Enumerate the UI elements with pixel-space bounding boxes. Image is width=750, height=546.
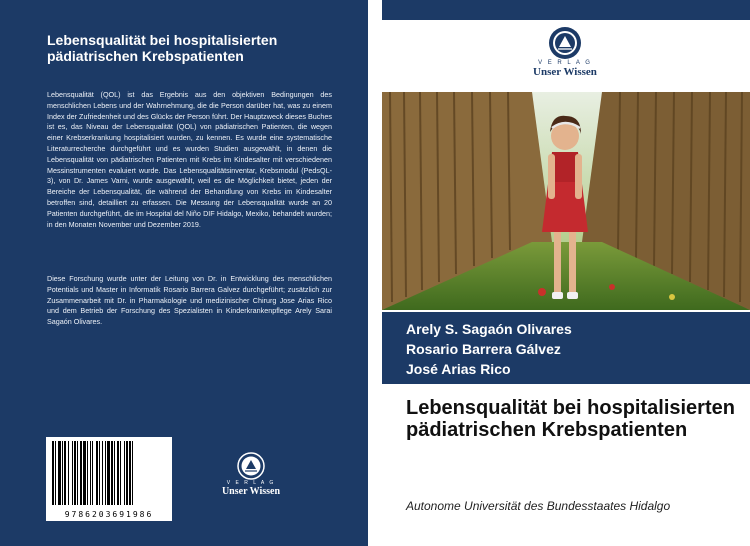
publisher-verlag-label: V E R L A G	[226, 480, 276, 486]
spine	[368, 0, 382, 546]
isbn-barcode	[46, 437, 172, 521]
barcode-bars-icon	[46, 437, 172, 509]
isbn-number: 9786203691986	[64, 510, 154, 519]
front-subtitle: Autonome Universität des Bundesstaates Hidalgo	[406, 499, 671, 513]
back-title: Lebensqualität bei hospitalisierten pädiatrischen Krebspatienten	[47, 32, 278, 64]
publisher-logo-front	[515, 26, 615, 78]
publisher-seal-icon	[237, 452, 265, 480]
publisher-logo-back	[213, 452, 289, 497]
publisher-seal-icon	[548, 26, 582, 60]
back-cover	[0, 0, 368, 546]
author-name: Rosario Barrera Gálvez	[406, 341, 561, 357]
author-name: Arely S. Sagaón Olivares	[406, 321, 572, 337]
back-abstract: Lebensqualität (QOL) ist das Ergebnis aus den objektiven Bedingungen des menschlichen Lebens und der Wahrnehmung, die die Person darüber hat, was zu einem Index der Zufriedenheit und des Glücks der Person führt. Der Hauptzweck dieses Buches ist es, das Niveau der Lebensqualität (QOL) von pädiatrischen Patienten, die wegen einer Krebserkrankung hospitalisiert wurden, zu kennen. Es wurde eine systematische Literaturrecherche durchgeführt und es wurden Studien ausgewählt, in denen die Lebensqualität von pädiatrischen Patienten mit Krebs im Kindesalter mit verschiedenen Messinstrumenten evaluiert wurde. Das Lebensqualitätsinventar, Krebsmodul (PedsQL-3), von Dr. James Varni, wurde ausgewählt, weil es die Möglichkeit bietet, jeden der Bereiche der Lebensqualität, die während der Behandlung von Krebs im Kindesalter betroffen sind, detailliert zu erfassen. Die Messung der Lebensqualität wurde an 20 Patienten durchgeführt, die im Hospital del Niño DIF Hidalgo, Mexiko, behandelt wurden; in den Monaten November und Dezember 2019.	[47, 90, 332, 229]
publisher-brand-name: Unser Wissen	[221, 486, 281, 497]
author-name: José Arias Rico	[406, 361, 511, 377]
cover-photo	[382, 92, 750, 310]
girl-in-bamboo-grove-photo	[382, 92, 750, 310]
front-cover	[382, 0, 750, 546]
publisher-verlag-label: V E R L A G	[538, 60, 592, 66]
back-research-note: Diese Forschung wurde unter der Leitung von Dr. in Entwicklung des menschlichen Potentials und Master in Informatik Rosario Barrera Galvez durchgeführt; zusätzlich zur Zusammenarbeit mit Dr. in Pharmakologie und medizinischer Chirurg Jose Arias Rico und dem Betrieb der Forschung des Spezialisten in Kinderkrankenpflege Arely Sarai Sagaón Olivares.	[47, 274, 332, 327]
publisher-brand-name: Unser Wissen	[533, 66, 597, 78]
front-title: Lebensqualität bei hospitalisierten pädiatrischen Krebspatienten	[406, 397, 735, 441]
authors-band	[382, 312, 750, 384]
front-top-band	[382, 0, 750, 20]
